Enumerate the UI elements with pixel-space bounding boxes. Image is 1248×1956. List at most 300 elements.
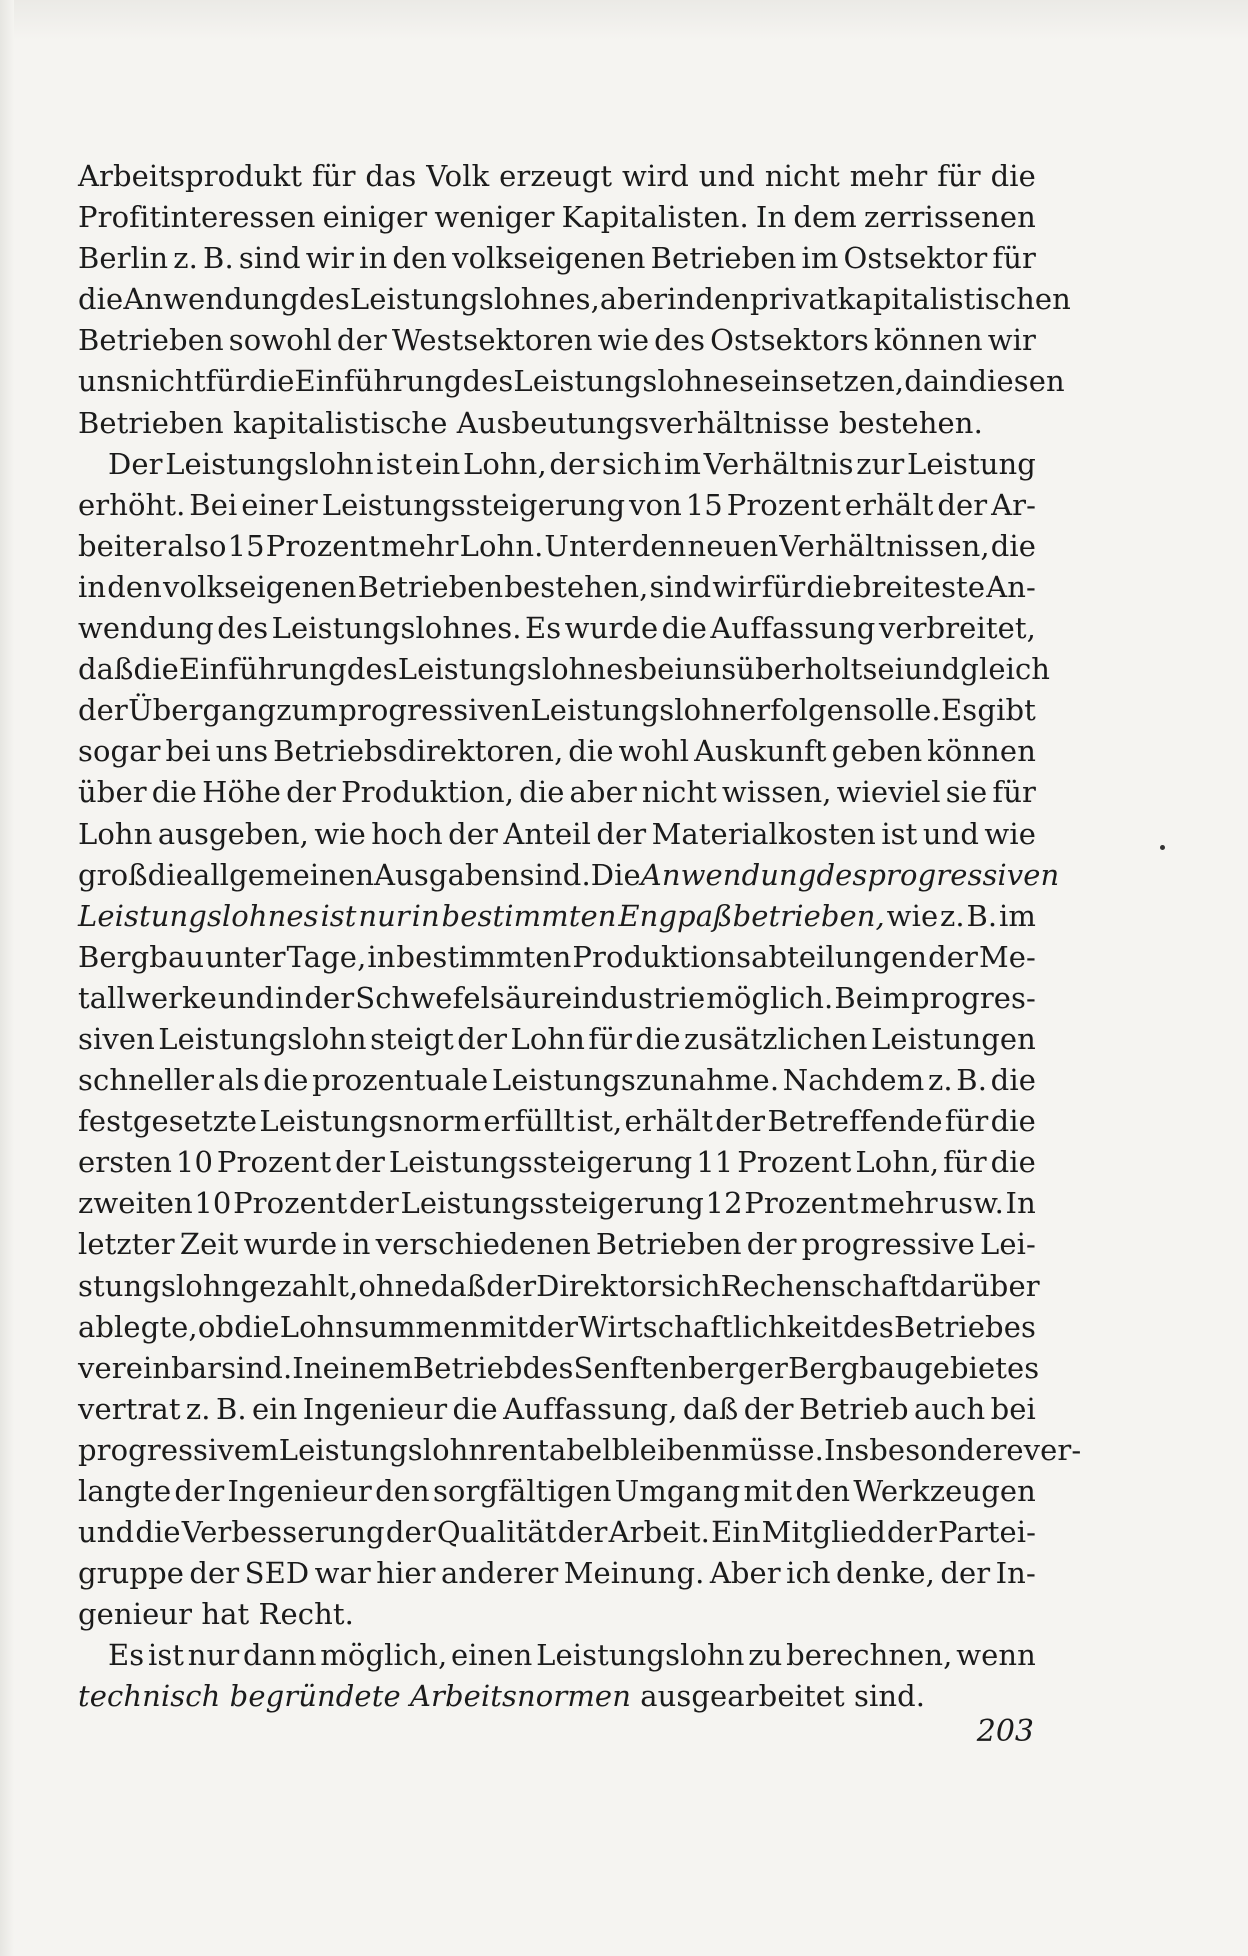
word: hier — [376, 1556, 436, 1591]
word: Lohn, — [855, 1145, 940, 1180]
word: Betrieben — [357, 569, 504, 604]
word: Arbeit. — [608, 1515, 711, 1550]
text-line — [78, 1266, 1040, 1307]
word: Betrieben — [650, 241, 797, 276]
word: steigt — [370, 1021, 454, 1056]
word: der — [385, 1515, 436, 1550]
text-line — [78, 1430, 1082, 1471]
word: Leistungslohn — [165, 446, 374, 481]
word: SED — [244, 1556, 310, 1591]
word: Auffassung, — [503, 1391, 678, 1426]
word: langte — [78, 1474, 172, 1508]
word: im — [801, 241, 839, 276]
word: den — [107, 569, 162, 604]
word: B. — [203, 241, 234, 276]
word: Aber — [709, 1556, 781, 1591]
text-line — [78, 896, 1036, 937]
word: Betreffende — [767, 1104, 943, 1139]
text-line — [78, 937, 1036, 978]
word: nur — [187, 1638, 240, 1673]
word: über — [78, 775, 147, 810]
text-line — [78, 1307, 1036, 1348]
word: allgemeinen — [192, 857, 375, 892]
word: sind. — [854, 1679, 926, 1714]
text-line — [78, 485, 1036, 526]
text-line — [78, 814, 1036, 855]
word: wie — [597, 323, 650, 358]
word: der — [596, 816, 647, 851]
page-number: 203 — [976, 1714, 1034, 1749]
word: die — [990, 159, 1036, 193]
word: der — [937, 487, 988, 522]
word: Kapitalisten. — [561, 200, 749, 235]
word: bestehen, — [504, 569, 649, 604]
word: Lei- — [980, 1227, 1036, 1262]
word: Ein — [711, 1515, 761, 1550]
word: Nachdem — [782, 1063, 925, 1098]
word: für — [588, 1021, 632, 1056]
word: im — [998, 898, 1036, 933]
text-line — [78, 403, 1036, 444]
word: Leistungslohn — [278, 1432, 488, 1467]
word: ist — [320, 898, 357, 933]
word: Leistungslohnes — [78, 898, 319, 933]
word: berechnen, — [786, 1638, 953, 1673]
word: für — [992, 775, 1036, 810]
word: Recht. — [258, 1597, 354, 1632]
text-line — [78, 1512, 1036, 1553]
word: einiger — [322, 200, 428, 235]
word: Leistungslohn — [530, 693, 739, 728]
word: die — [990, 1104, 1036, 1139]
text-line — [78, 978, 1036, 1019]
word: die — [519, 775, 565, 810]
word: von — [629, 487, 682, 522]
word: In- — [995, 1556, 1036, 1591]
word: breiteste — [852, 569, 986, 604]
word: ist — [376, 446, 413, 481]
word: einem — [322, 1350, 413, 1385]
word: progressivem — [78, 1432, 279, 1467]
text-line — [78, 526, 1036, 567]
word: Westsektoren — [391, 323, 593, 358]
word: progressive — [801, 1227, 975, 1262]
word: die — [635, 1021, 681, 1056]
word: für — [761, 569, 806, 604]
word: erhält — [844, 487, 934, 522]
word: bestehen. — [838, 405, 983, 440]
word: Prozent — [233, 1186, 348, 1221]
word: der — [448, 816, 499, 851]
word: Der — [108, 446, 163, 481]
word: müsse. — [721, 1432, 824, 1467]
word: in — [940, 364, 969, 399]
word: Arbeitsnormen — [409, 1679, 631, 1714]
word: des — [842, 1309, 894, 1344]
word: sorgfältigen — [432, 1474, 612, 1508]
word: Verbesserung — [181, 1515, 385, 1550]
word: die — [133, 652, 179, 687]
word: Bergbau — [78, 939, 205, 974]
text-line — [78, 1224, 1036, 1265]
word: Leistung — [906, 446, 1036, 481]
word: des — [522, 1350, 574, 1385]
word: vertrat — [78, 1391, 181, 1426]
word: neuen — [687, 528, 779, 563]
word: darüber — [921, 1268, 1040, 1303]
text-line — [78, 855, 1060, 896]
word: das — [365, 159, 417, 193]
word: in — [367, 939, 396, 974]
text-line — [78, 1183, 1036, 1224]
word: genieur — [78, 1597, 193, 1632]
word: können — [873, 323, 983, 358]
word: des — [462, 364, 514, 399]
word: verschiedenen — [375, 1227, 591, 1262]
word: Leistungslohnes. — [271, 611, 522, 646]
word: die — [990, 1063, 1036, 1098]
word: aber — [599, 282, 668, 317]
word: im — [663, 446, 701, 481]
text-line — [78, 690, 1036, 731]
word: ist — [881, 816, 918, 851]
word: wurde — [564, 611, 659, 646]
word: verbreitet, — [878, 611, 1036, 646]
word: sie — [945, 775, 988, 810]
word: erfolgen — [738, 693, 863, 728]
word: uns — [215, 734, 269, 769]
word: Leistungsnorm — [259, 1104, 482, 1139]
word: Lohnsummen — [279, 1309, 480, 1344]
word: da — [904, 364, 941, 399]
word: Auffassung — [710, 611, 876, 646]
word: Betriebes — [894, 1309, 1036, 1344]
word: volkseigenen — [452, 241, 646, 276]
word: wenn — [956, 1638, 1036, 1673]
word: einsetzen, — [754, 364, 905, 399]
word: Zeit — [179, 1227, 239, 1262]
word: Bergbaugebietes — [787, 1350, 1040, 1385]
word: Produktion, — [341, 775, 515, 810]
word: Werkzeugen — [853, 1474, 1036, 1508]
word: dem — [793, 200, 857, 235]
word: der — [940, 1556, 991, 1591]
word: Prozent — [726, 487, 842, 522]
word: sei — [862, 652, 905, 687]
word: der — [528, 1309, 579, 1344]
word: erzeugt — [499, 159, 613, 193]
word: bestimmten — [396, 939, 572, 974]
word: bei — [638, 652, 684, 687]
word: ohne — [358, 1268, 431, 1303]
word: aber — [569, 775, 637, 810]
word: erhält — [624, 1104, 714, 1139]
word: der — [286, 775, 337, 810]
word: hat — [201, 1597, 250, 1632]
word: möglich. — [706, 980, 834, 1015]
word: Verhältnissen, — [779, 528, 990, 563]
word: z. — [173, 241, 198, 276]
text-line — [78, 731, 1036, 772]
word: Senftenberger — [573, 1350, 788, 1385]
word: nicht — [641, 775, 717, 810]
word: gruppe — [78, 1556, 184, 1591]
word: Ausgaben — [374, 857, 520, 892]
word: tallwerke — [78, 980, 217, 1015]
word: begründete — [229, 1679, 401, 1714]
word: Engpaßbetrieben, — [618, 898, 885, 933]
word: Betrieb — [412, 1350, 523, 1385]
word: Anteil — [503, 816, 591, 851]
word: nicht — [130, 364, 206, 399]
word: Leistungssteigerung — [388, 1145, 693, 1180]
word: ver- — [1023, 1432, 1082, 1467]
word: In — [292, 1350, 323, 1385]
word: diesen — [968, 364, 1065, 399]
word: den — [375, 1474, 430, 1508]
text-line — [78, 1060, 1036, 1101]
word: die — [990, 528, 1036, 563]
word: Es — [108, 1638, 145, 1673]
word: wie — [984, 816, 1036, 851]
text-line — [78, 567, 1036, 608]
word: der — [174, 1474, 225, 1508]
text-line — [78, 1676, 1036, 1717]
word: sind — [649, 569, 712, 604]
word: zusätzlichen — [684, 1021, 868, 1056]
word: sogar — [78, 734, 161, 769]
word: der — [715, 1104, 766, 1139]
word: Ostsektors — [710, 323, 869, 358]
word: Leistungslohnes — [513, 364, 755, 399]
text-line — [78, 608, 1036, 649]
word: sind — [238, 241, 301, 276]
word: sind. — [221, 1350, 293, 1385]
word: ablegte, — [78, 1309, 198, 1344]
word: ausgearbeitet — [640, 1679, 845, 1714]
word: der — [486, 1268, 537, 1303]
word: daß — [430, 1268, 487, 1303]
word: wie — [886, 898, 939, 933]
word: Einführung — [294, 364, 463, 399]
word: Prozent — [265, 528, 381, 563]
word: sowohl — [228, 323, 332, 358]
text-line — [78, 1553, 1036, 1594]
text-line — [78, 197, 1036, 238]
word: für — [311, 159, 356, 193]
word: Leistungslohnes — [397, 652, 639, 687]
word: festgesetzte — [78, 1104, 258, 1139]
text-line — [78, 1142, 1036, 1183]
word: in — [667, 282, 696, 317]
word: An- — [986, 569, 1036, 604]
word: Direktor — [536, 1268, 662, 1303]
word: wurde — [243, 1227, 338, 1262]
word: Me- — [978, 939, 1036, 974]
word: der — [549, 446, 600, 481]
word: Einführung — [178, 652, 347, 687]
word: rentabel — [487, 1432, 612, 1467]
word: siven — [78, 1021, 155, 1056]
text-line — [78, 772, 1036, 813]
word: Übergang — [128, 693, 277, 728]
word: der — [348, 1186, 399, 1221]
word: ist, — [576, 1104, 623, 1139]
word: nur — [358, 898, 410, 933]
word: und — [78, 1515, 135, 1550]
text-line — [78, 1635, 1036, 1676]
word: und — [698, 159, 756, 193]
word: letzter — [78, 1227, 175, 1262]
word: 15 — [685, 487, 723, 522]
word: bestimmten — [441, 898, 617, 933]
word: sich — [661, 1268, 721, 1303]
text-line — [78, 444, 1036, 485]
word: der — [928, 939, 978, 974]
text-line — [78, 1348, 1040, 1389]
word: beiter — [78, 528, 167, 563]
word: die — [147, 857, 193, 892]
word: bei — [165, 734, 211, 769]
word: schneller — [78, 1063, 215, 1098]
word: die — [78, 282, 124, 317]
word: Es — [524, 611, 562, 646]
word: Betrieben — [595, 1227, 742, 1262]
word: können — [927, 734, 1036, 769]
word: Leistungssteigerung — [400, 1186, 704, 1221]
word: überholt — [736, 652, 863, 687]
text-line — [78, 361, 1065, 402]
word: Prozent — [216, 1145, 332, 1180]
word: daß — [78, 652, 134, 687]
word: geben — [831, 734, 923, 769]
word: bei — [990, 1391, 1036, 1426]
word: sich — [601, 446, 662, 481]
word: des — [346, 652, 398, 687]
word: Meinung. — [563, 1556, 705, 1591]
word: die — [452, 1391, 498, 1426]
word: und — [922, 816, 980, 851]
word: Beim — [834, 980, 910, 1015]
scan-edge — [0, 0, 14, 1956]
word: progressiven — [338, 693, 531, 728]
word: wissen, — [721, 775, 832, 810]
word: 10 — [175, 1145, 214, 1180]
word: in — [342, 1227, 371, 1262]
word: wohl — [618, 734, 690, 769]
text-line — [78, 1101, 1036, 1142]
word: Ingenieur — [227, 1474, 372, 1508]
word: daß — [682, 1391, 739, 1426]
word: der — [189, 1556, 240, 1591]
word: für — [943, 1145, 987, 1180]
word: zu — [748, 1638, 783, 1673]
word: ich — [786, 1556, 831, 1591]
word: Tage, — [286, 939, 367, 974]
word: Leistungslohnes, — [349, 282, 600, 317]
word: Es — [940, 693, 978, 728]
word: Profitinteressen — [78, 200, 316, 235]
word: der — [746, 1227, 797, 1262]
word: ein — [252, 1391, 298, 1426]
word: z. — [939, 898, 965, 933]
word: Lohn — [78, 816, 153, 851]
word: in — [359, 241, 388, 276]
word: des — [217, 611, 269, 646]
word: Wirtschaftlichkeit — [578, 1309, 843, 1344]
word: erfüllt — [483, 1104, 575, 1139]
text-line — [78, 1594, 1036, 1635]
word: Materialkosten — [651, 816, 876, 851]
word: wir — [305, 241, 354, 276]
word: Betrieben — [78, 323, 224, 358]
word: also — [167, 528, 227, 563]
word: anderer — [441, 1556, 559, 1591]
word: volkseigenen — [163, 569, 357, 604]
word: wendung — [78, 611, 214, 646]
word: Leistungszunahme. — [491, 1063, 780, 1098]
text-line — [78, 320, 1036, 361]
word: die — [661, 611, 707, 646]
word: Rechenschaft — [720, 1268, 921, 1303]
word: Verhältnis — [703, 446, 854, 481]
word: die — [249, 364, 295, 399]
word: der — [743, 1391, 794, 1426]
word: solle. — [862, 693, 941, 728]
word: mehr — [381, 528, 459, 563]
word: die — [135, 1515, 181, 1550]
word: Berlin — [78, 241, 169, 276]
word: z. — [927, 1063, 953, 1098]
word: Prozent — [744, 1186, 859, 1221]
word: die — [990, 1145, 1036, 1180]
word: groß — [78, 857, 148, 892]
word: Unter — [544, 528, 631, 563]
word: wie — [314, 816, 366, 851]
word: für — [992, 241, 1036, 276]
word: der — [557, 1515, 608, 1550]
word: ersten — [78, 1145, 173, 1180]
word: 12 — [705, 1186, 743, 1221]
word: zur — [856, 446, 905, 481]
word: Betrieben — [78, 405, 224, 440]
word: Bei — [189, 487, 238, 522]
word: Arbeitsprodukt — [78, 159, 303, 193]
word: 10 — [194, 1186, 232, 1221]
word: weniger — [434, 200, 555, 235]
word: gleich — [960, 652, 1051, 687]
word: Ostsektor — [843, 241, 988, 276]
word: Mitglied — [761, 1515, 886, 1550]
word: progres- — [910, 980, 1036, 1015]
word: die — [806, 569, 852, 604]
word: den — [392, 241, 448, 276]
word: des — [298, 282, 350, 317]
word: 15 — [227, 528, 265, 563]
word: technisch — [78, 1679, 221, 1714]
word: erhöht. — [78, 487, 186, 522]
word: progressiven — [867, 857, 1060, 892]
word: der — [336, 323, 387, 358]
word: usw. — [939, 1186, 1004, 1221]
word: mehr — [849, 159, 928, 193]
word: in — [275, 980, 304, 1015]
word: Qualität — [436, 1515, 557, 1550]
word: einer — [241, 487, 318, 522]
word: Betriebsdirektoren, — [273, 734, 564, 769]
word: Betrieb — [798, 1391, 909, 1426]
page-top-shade — [0, 0, 1248, 40]
